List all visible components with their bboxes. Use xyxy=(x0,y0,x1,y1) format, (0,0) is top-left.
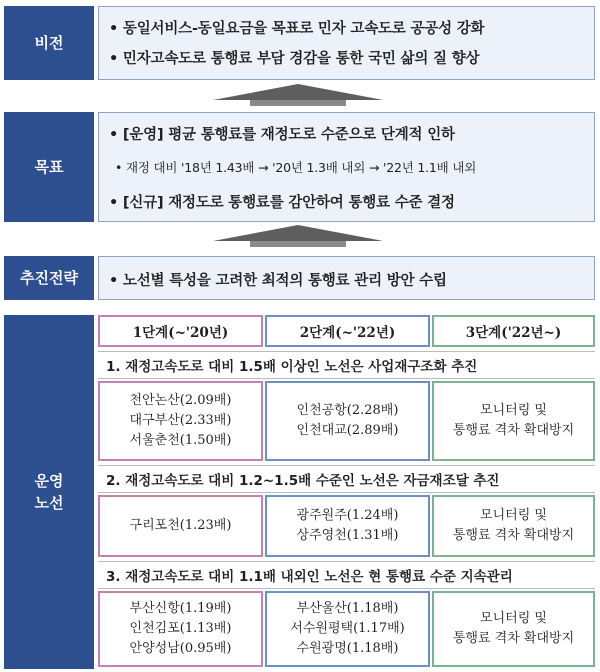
vision-label: 비전 xyxy=(4,6,94,80)
vision-item-1: • 동일서비스-동일요금을 목표로 민자 고속도로 공공성 강화 xyxy=(109,21,485,37)
route-item: 서수원평택(1.17배) xyxy=(290,620,405,636)
route-item: 상주영천(1.31배) xyxy=(296,528,399,543)
goal-item-new: • [신규] 재정도로 통행료를 감안하여 통행료 수준 결정 xyxy=(109,195,455,211)
section-2-phase1 xyxy=(98,495,263,557)
routes-label xyxy=(4,315,94,669)
route-item: 인천김포(1.13배) xyxy=(129,620,232,636)
routes-label-line2: 노선 xyxy=(34,494,64,512)
up-arrow-2 xyxy=(213,225,383,241)
monitor-text: 모니터링 및 xyxy=(480,507,547,523)
section-3-phase1 xyxy=(98,591,263,667)
monitor-text: 모니터링 및 xyxy=(480,402,547,418)
strategy-label: 추진전략 xyxy=(4,256,94,300)
route-item: 광주원주(1.24배) xyxy=(296,507,399,523)
phase-header-2: 2단계(~'22년) xyxy=(265,315,430,347)
section-2-title: 2. 재정고속도로 대비 1.2~1.5배 수준인 노선은 자금재조달 추진 xyxy=(98,465,595,493)
monitor-text: 통행료 격차 확대방지 xyxy=(452,631,575,646)
section-1-phase2 xyxy=(265,381,430,461)
strategy-panel xyxy=(98,256,595,300)
route-item: 수원광명(1.18배) xyxy=(296,641,399,657)
strategy-item: • 노선별 특성을 고려한 최적의 통행료 관리 방안 수립 xyxy=(109,273,447,289)
section-2-phase3 xyxy=(432,495,595,557)
route-item: 부산신항(1.19배) xyxy=(129,600,232,616)
phase-header-3: 3단계('22년~) xyxy=(432,315,595,347)
monitor-text: 통행료 격차 확대방지 xyxy=(452,528,575,543)
goal-label: 목표 xyxy=(4,112,94,222)
goal-item-operation: • [운영] 평균 통행료를 재정도로 수준으로 단계적 인하 xyxy=(109,127,455,143)
routes-label-line1: 운영 xyxy=(34,471,64,490)
monitor-text: 모니터링 및 xyxy=(480,610,547,626)
route-item: 인천대교(2.89배) xyxy=(296,423,399,438)
goal-panel xyxy=(98,112,595,222)
route-item: 부산울산(1.18배) xyxy=(296,600,399,616)
up-arrow-2-base xyxy=(250,241,346,247)
section-1-phase1 xyxy=(98,381,263,461)
goal-item-ratio: • 재정 대비 '18년 1.43배 → '20년 1.3배 내외 → '22년 1.1배 내외 xyxy=(115,160,477,175)
route-item: 인천공항(2.28배) xyxy=(296,402,399,418)
section-2-phase2 xyxy=(265,495,430,557)
route-item: 서울춘천(1.50배) xyxy=(129,433,232,449)
route-item: 대구부산(2.33배) xyxy=(129,412,232,428)
vision-item-2: • 민자고속도로 통행료 부담 경감을 통한 국민 삶의 질 향상 xyxy=(109,51,480,67)
vision-panel xyxy=(98,6,595,80)
section-1-phase3 xyxy=(432,381,595,461)
routes-table xyxy=(96,315,595,669)
up-arrow-1-base xyxy=(250,100,346,106)
section-3-title: 3. 재정고속도로 대비 1.1배 내외인 노선은 현 통행료 수준 지속관리 xyxy=(98,561,595,589)
route-item: 구리포천(1.23배) xyxy=(129,517,232,533)
section-3-phase2 xyxy=(265,591,430,667)
monitor-text: 통행료 격차 확대방지 xyxy=(452,423,575,438)
section-3-phase3 xyxy=(432,591,595,667)
phase-header-1: 1단계(~'20년) xyxy=(98,315,263,347)
route-item: 천안논산(2.09배) xyxy=(129,392,232,408)
section-1-title: 1. 재정고속도로 대비 1.5배 이상인 노선은 사업재구조화 추진 xyxy=(98,351,595,379)
route-item: 안양성남(0.95배) xyxy=(129,641,232,657)
up-arrow-1 xyxy=(213,84,383,100)
